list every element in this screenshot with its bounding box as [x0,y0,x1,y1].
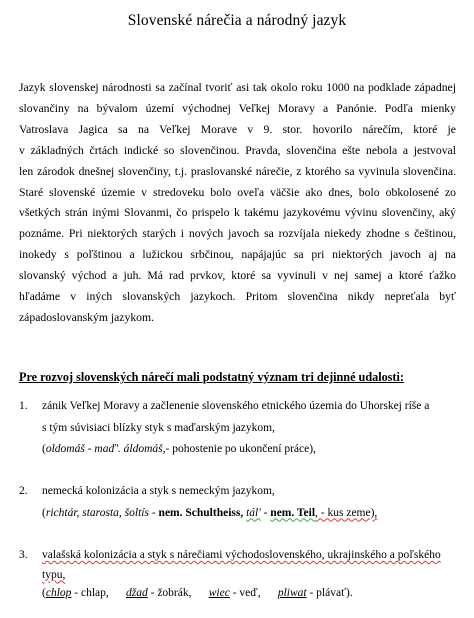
list-item-example: (richtár, starosta, šoltís - nem. Schultheiss, tál' - nem. Teil, - kus zeme), [42,506,378,519]
example-word: tál' [246,506,261,519]
paragraph-line: všetkých strán inými Slovanmi, čo prispelo k takému jazykovému vývinu slovenčiny, aký [19,206,456,220]
list-item-text: valašská kolonizácia a styk s nárečiami východoslovenského, ukrajinského a poľského [42,549,441,561]
example-word: richtár, starosta, šoltís [45,506,149,519]
paragraph-line: západoslovanským jazykom. [19,310,155,324]
list-item-text: zánik Veľkej Moravy a začlenenie slovenského etnického územia do Uhorskej ríše a [42,400,430,412]
section-heading: Pre rozvoj slovenských nárečí mali podstatný význam tri dejinné udalosti: [19,370,404,384]
list-item-2 [19,481,377,524]
intro-paragraph [19,78,456,329]
list-item-text: s tým súvisiaci blízky styk s maďarským jazykom, [42,421,275,434]
list-item-text: typu, [42,568,66,581]
example-origin: nem. Teil [270,506,316,519]
example-word: wiec [208,586,230,599]
example-word: chlop [45,586,72,599]
example-word: oldomáš - maď'. áldomáš, [45,443,166,455]
list-item-1 [19,396,429,461]
paragraph-line: slovančiny na bývalom území východnej Veľkej Moravy a Panónie. Podľa mienky [19,101,456,115]
paragraph-line: Jazyk slovenskej národnosti sa začínal tvoriť asi tak okolo roku 1000 na podklade západnej [19,81,456,94]
paragraph-line: Vatroslava Jagica sa na Veľkej Morave v 9. stor. hovorilo nárečím, ktoré je [19,122,456,136]
document-title: Slovenské nárečia a národný jazyk [127,12,347,29]
example-origin: nem. Schultheiss, [158,506,247,519]
paragraph-line: len zárodok dnešnej slovenčiny, t.j. praslovanské nárečie, z ktorého sa vyvinula slovenčina. [19,164,456,178]
paragraph-line: inokedy s poľštinou a lužickou srbčinou, napájajúc sa pri niektorých javoch aj na [19,248,456,262]
list-number: 3. [19,549,28,561]
list-item-3 [19,545,441,604]
example-word: pliwat [277,586,307,599]
paragraph-line: v základných črtách indické so slovenčinou. Pravda, slovenčina ešte nebola a jestvoval [19,143,456,157]
paragraph-line: Staré slovenské územie v stredoveku bolo oveľa väčšie ako dnes, bolo obkolosené zo [19,185,456,199]
example-word: džad [126,586,148,599]
paragraph-line: hľadáme v iných slovanských jazykoch. Pritom slovenčina nikdy nepreťala byť [19,290,456,304]
paragraph-line: poznáme. Pri niektorých starých i nových javoch sa rozvíjala niekedy zhodne s češtinou, [19,227,456,241]
list-item-text: nemecká kolonizácia a styk s nemeckým jazykom, [42,485,275,497]
list-number: 1. [19,400,28,412]
list-number: 2. [19,485,28,497]
list-item-example: (chlop - chlap, džad - žobrák, wiec - veď, pliwat - plávať). [42,586,353,599]
paragraph-line: slovanský východ a juh. Má rad prvkov, ktoré sa vyvinuli v nej samej a ktoré ťažko [19,269,456,283]
list-item-example: (oldomáš - maď'. áldomáš,- pohostenie po ukončení práce), [42,443,316,455]
